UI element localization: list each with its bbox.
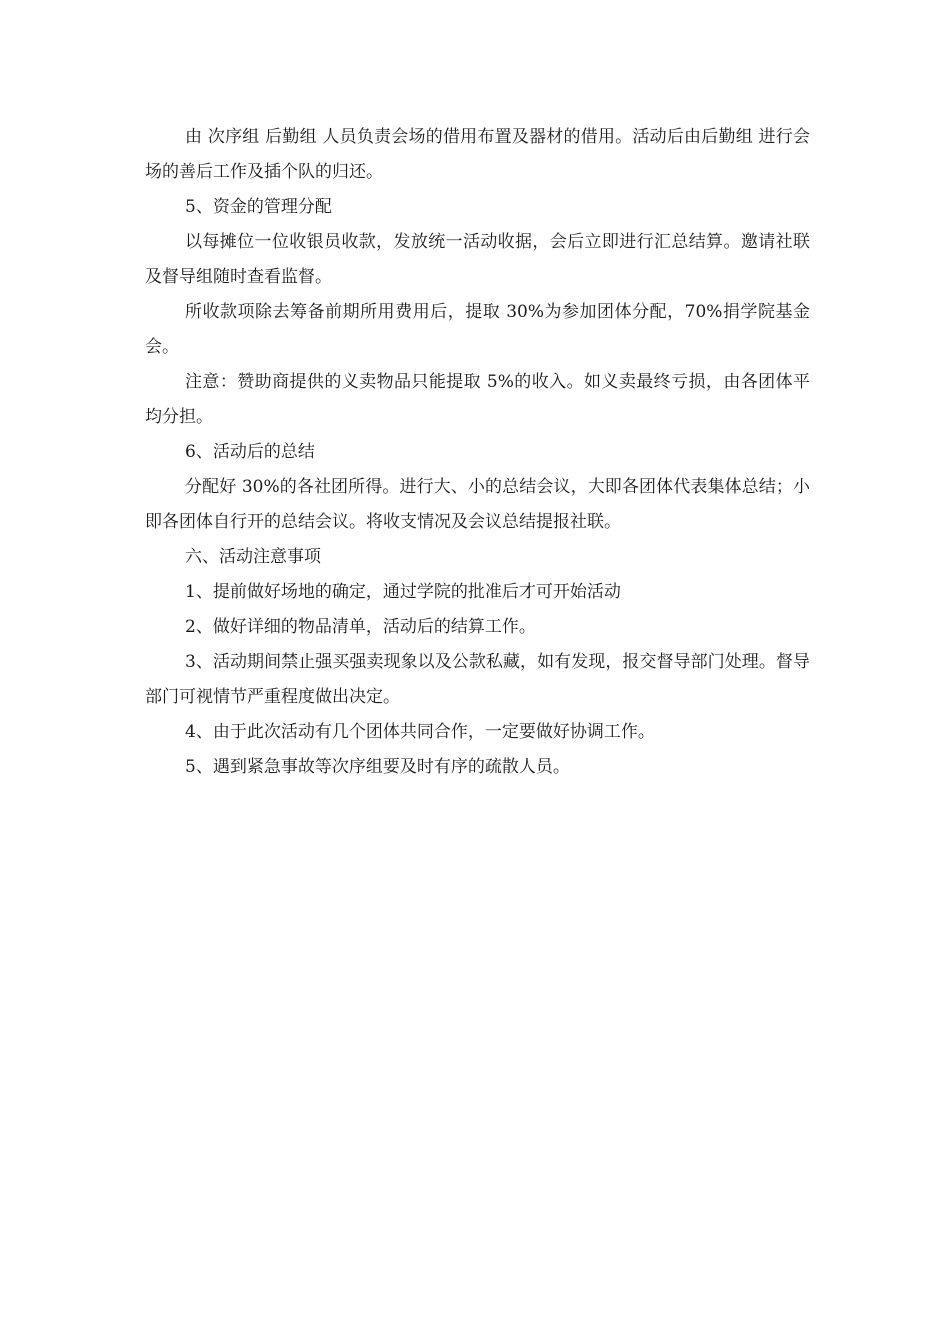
paragraph-allocation: 所收款项除去筹备前期所用费用后，提取 30%为参加团体分配，70%捐学院基金会。 <box>145 302 810 357</box>
list-item: 4、由于此次活动有几个团体共同合作，一定要做好协调工作。 <box>185 722 655 742</box>
paragraph-cashier: 以每摊位一位收银员收款，发放统一活动收据，会后立即进行汇总结算。邀请社联及督导组随时查看监督。 <box>145 232 810 287</box>
paragraph-logistics: 由 次序组 后勤组 人员负责会场的借用布置及器材的借用。活动后由后勤组 进行会场的善后工作及插个队的归还。 <box>145 127 810 182</box>
paragraph-note: 注意：赞助商提供的义卖物品只能提取 5%的收入。如义卖最终亏损，由各团体平均分担。 <box>145 372 810 427</box>
list-item: 2、做好详细的物品清单，活动后的结算工作。 <box>185 617 536 637</box>
list-item: 3、活动期间禁止强买强卖现象以及公款私藏，如有发现，报交督导部门处理。督导部门可视情节严重程度做出决定。 <box>145 652 810 707</box>
section-heading-precautions: 六、活动注意事项 <box>185 547 321 567</box>
section-heading-funds: 5、资金的管理分配 <box>185 197 332 217</box>
section-heading-summary: 6、活动后的总结 <box>185 442 315 462</box>
paragraph-summary-meetings: 分配好 30%的各社团所得。进行大、小的总结会议，大即各团体代表集体总结；小即各团体自行开的总结会议。将收支情况及会议总结提报社联。 <box>145 477 810 532</box>
list-item: 1、提前做好场地的确定，通过学院的批准后才可开始活动 <box>185 582 621 602</box>
list-item: 5、遇到紧急事故等次序组要及时有序的疏散人员。 <box>185 757 570 777</box>
document-body <box>145 120 810 785</box>
